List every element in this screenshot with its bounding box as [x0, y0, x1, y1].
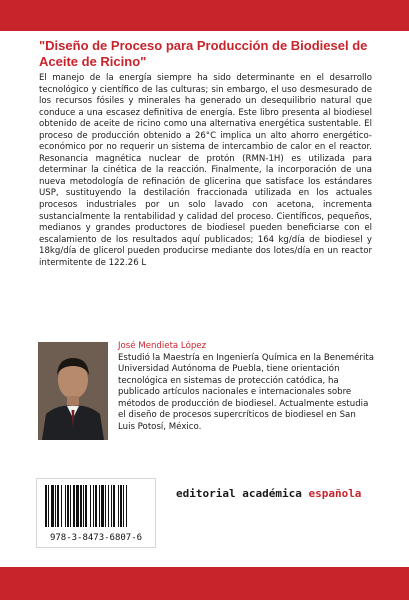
barcode-bar — [83, 485, 84, 527]
barcode-bar — [45, 485, 47, 527]
bottom-red-band — [0, 567, 409, 600]
isbn-barcode-icon — [43, 485, 149, 529]
barcode-bar — [57, 485, 59, 527]
barcode-bar — [48, 485, 49, 527]
barcode-bar — [55, 485, 56, 527]
barcode-bar — [126, 485, 127, 527]
publisher-logo — [176, 487, 361, 501]
barcode-bar — [93, 485, 94, 527]
barcode-bar — [123, 485, 124, 527]
publisher-name: editorial académica — [176, 487, 309, 500]
author-bio: Estudió la Maestría en Ingeniería Química en la Benemérita Universidad Autónoma de Puebla, tiene orientación tecnológica en sistemas de protección catódica, ha publicado artículos nacionales e internacionales sobre métodos de producción de biodiesel. Actualmente estudia el diseño de procesos supercríticos de biodiesel en San Luis Potosí, México. — [118, 352, 374, 432]
barcode-bar — [90, 485, 91, 527]
barcode-bar — [108, 485, 109, 527]
barcode-bar — [65, 485, 66, 527]
barcode-bar — [95, 485, 97, 527]
barcode-bar — [120, 485, 122, 527]
barcode-box — [36, 478, 156, 548]
author-section — [118, 341, 374, 433]
barcode-bar — [51, 485, 54, 527]
isbn-number: 978-3-8473-6807-6 — [49, 533, 143, 543]
barcode-bar — [70, 485, 71, 527]
barcode-bar — [67, 485, 69, 527]
barcode-bar — [80, 485, 82, 527]
author-photo — [38, 342, 108, 440]
publisher-name-accent: española — [308, 487, 362, 500]
book-title: "Diseño de Proceso para Producción de Biodiesel de Aceite de Ricino" — [39, 38, 368, 69]
barcode-bar — [85, 485, 87, 527]
barcode-bar — [73, 485, 75, 527]
barcode-bar — [105, 485, 106, 527]
barcode-bar — [76, 485, 79, 527]
barcode-bar — [99, 485, 100, 527]
barcode-bar — [118, 485, 119, 527]
barcode-bar — [111, 485, 112, 527]
barcode-bar — [61, 485, 62, 527]
author-name: José Mendieta López — [118, 341, 207, 351]
barcode-bar — [113, 485, 115, 527]
top-red-band — [0, 0, 409, 31]
author-portrait-icon — [38, 342, 108, 440]
book-description: El manejo de la energía siempre ha sido determinante en el desarrollo tecnológico y científico de las culturas; sin embargo, el uso desmesurado de los recursos fósiles y minerales ha generado un desequilibrio natural que conduce a una escasez definitiva de energía. Este libro presenta al biodiesel obtenido de aceite de ricino como una alternativa energética sustentable. El proceso de producción obtenido a 26°C implica un alto ahorro energético-económico por no requerir un sistema de intercambio de calor en el reactor. Resonancia magnética nuclear de protón (RMN-1H) es utilizada para determinar la cinética de la reacción. Finalmente, la incorporación de una nueva metodología de refinación de glicerina que satisface los estándares USP, sustituyendo la destilación fraccionada utilizada en los actuales procesos industriales por un solo lavado con acetona, incrementa sustancialmente la rentabilidad y calidad del proceso. Científicos, pequeños, medianos y grandes productores de biodiesel pueden beneficiarse con el escalamiento de los resultados aquí publicados; 164 kg/día de biodiesel y 18kg/día de glicerol pueden producirse mediante dos lotes/día en un reactor intermitente de 122.26 L — [39, 73, 372, 268]
barcode-bar — [101, 485, 104, 527]
